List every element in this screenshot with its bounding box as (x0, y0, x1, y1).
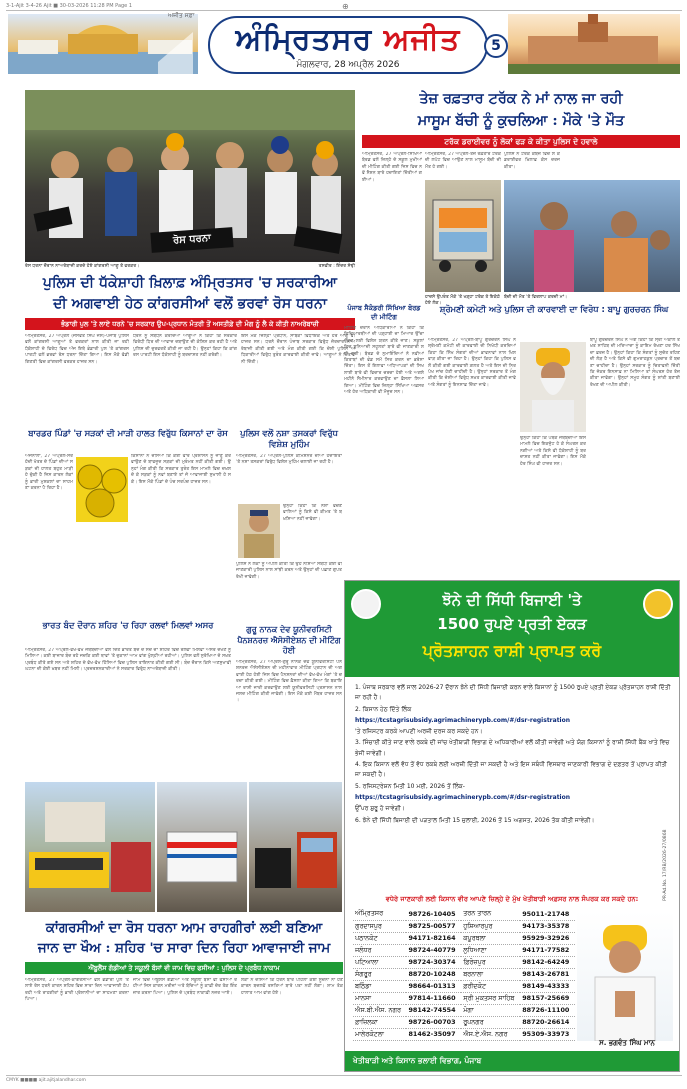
district-phone: 98149-43333 (520, 980, 575, 992)
district-phone: 97814-11660 (406, 992, 461, 1004)
edition-date: ਮੰਗਲਵਾਰ, 28 ਅਪ੍ਰੈਲ 2026 (296, 60, 400, 70)
district-name: ਮੋਗਾ (461, 1004, 520, 1016)
sikh-story-body-mid: ਉਨ੍ਹਾਂ ਕਿਹਾ ਕਿ ਪੰਥਕ ਜਥੇਬੰਦੀਆਂ ਇਸ ਮਾਮਲੇ ਵਿਚ ਇਕਜੁੱਟ ਹੋ ਕੇ ਸੰਘਰਸ਼ ਕਰਨਗੀਆਂ ਅਤੇ ਕਿਸੇ ਵੀ ਧੱਕੇਸ਼ਾਹੀ ਨੂੰ ਬਰਦਾਸ਼ਤ ਨਹੀਂ ਕੀਤਾ ਜਾਵੇਗਾ। ਇਸ ਮੌਕੇ ਹੋਰ ਸਿੰਘ ਵੀ ਹਾਜ਼ਰ ਸਨ। (520, 436, 586, 467)
ad-registration-link-2[interactable]: https://tcstagrisubsidy.agrimachinerypb.com/#/dsr-registration (355, 793, 571, 801)
ad-registration-link[interactable]: https://tcstagrisubsidy.agrimachinerypb.com/#/dsr-registration (355, 716, 571, 724)
lead-photo-credit: ਤਸਵੀਰ : ਇੰਦਰ ਸੋਢੀ (318, 264, 355, 269)
punjab-emblem-icon (351, 589, 381, 619)
ad-title-line1: ਝੋਨੇ ਦੀ ਸਿੱਧੀ ਬਿਜਾਈ 'ਤੇ (442, 591, 582, 609)
district-name: ਮਾਨਸਾ (353, 992, 406, 1004)
district-phone: 88720-26614 (520, 1016, 575, 1028)
district-phone: 95309-33973 (520, 1028, 575, 1040)
cable-rolls-photo (76, 457, 128, 522)
chief-minister-photo (577, 911, 673, 1041)
ad-district-contacts (353, 908, 575, 1041)
masthead-title (210, 22, 486, 57)
masthead-city: ਅੰਮ੍ਰਿਤਸਰ (235, 22, 373, 57)
district-contact-row (353, 908, 575, 920)
district-name: ਫ਼ਰੀਦਕੋਟ (461, 980, 520, 992)
registration-mark-icon: ⊕ (342, 2, 349, 11)
story-bandh-headline: ਭਾਰਤ ਬੰਦ ਦੌਰਾਨ ਸ਼ਹਿਰ 'ਚ ਰਿਹਾ ਰਲਵਾਂ ਮਿਲਵਾਂ ਅਸਰ (42, 620, 214, 630)
chief-minister-name: ਸ. ਭਗਵੰਤ ਸਿੰਘ ਮਾਨ (599, 1039, 655, 1047)
lead-headline-line2: ਦੀ ਅਗਵਾਈ ਹੇਠ ਕਾਂਗਰਸੀਆਂ ਵਲੋਂ ਭਰਵਾਂ ਰੋਸ ਧਰਨਾ (53, 296, 327, 312)
ad-point-6: 6. ਝੋਨੇ ਦੀ ਸਿੱਧੀ ਬਿਜਾਈ ਦੀ ਪੜਤਾਲ ਮਿਤੀ 15 ਜੁਲਾਈ, 2026 ਤੋਂ 15 ਅਗਸਤ, 2026 ਤੱਕ ਕੀਤੀ ਜਾਵੇਗੀ। (355, 816, 595, 824)
district-phone: 98726-10405 (406, 908, 461, 920)
district-contact-row (353, 1004, 575, 1016)
lead-headline-line1: ਪੁਲਿਸ ਦੀ ਧੱਕੇਸ਼ਾਹੀ ਖ਼ਿਲਾਫ਼ ਅੰਮ੍ਰਿਤਸਰ 'ਚ ਸਰਕਾਰੀਆ (42, 275, 338, 291)
story-bandh-body: ਅੰਮ੍ਰਿਤਸਰ, 27 ਅਪ੍ਰੈਲ-ਵੱਖ-ਵੱਖ ਜਥੇਬੰਦੀਆਂ ਵਲੋਂ ਦਿੱਤੇ ਭਾਰਤ ਬੰਦ ਦੇ ਸੱਦੇ ਦਾ ਸ਼ਹਿਰ ਵਿਚ ਰਲਵਾਂ ਮਿਲਵਾਂ ਅਸਰ ਦੇਖਣ ਨੂੰ ਮਿਲਿਆ। ਕਈ ਬਾਜ਼ਾਰ ਬੰਦ ਰਹੇ ਜਦਕਿ ਕਈ ਥਾਵਾਂ 'ਤੇ ਦੁਕਾਨਾਂ ਆਮ ਵਾਂਗ ਖੁੱਲ੍ਹੀਆਂ ਰਹੀਆਂ। ਪੁਲਿਸ ਵਲੋਂ ਸੁਰੱਖਿਆ ਦੇ ਸਖ਼ਤ ਪ੍ਰਬੰਧ ਕੀਤੇ ਗਏ ਸਨ ਅਤੇ ਸ਼ਹਿਰ ਦੇ ਵੱਖ-ਵੱਖ ਹਿੱਸਿਆਂ ਵਿਚ ਪੁਲਿਸ ਤਾਇਨਾਤ ਕੀਤੀ ਗਈ ਸੀ। ਬੰਦ ਦੌਰਾਨ ਕਿਸੇ ਅਣਸੁਖਾਵੀਂ ਘਟਨਾ ਦੀ ਕੋਈ ਖ਼ਬਰ ਨਹੀਂ ਮਿਲੀ। ਪ੍ਰਦਰਸ਼ਨਕਾਰੀਆਂ ਨੇ ਸਰਕਾਰ ਵਿਰੁੱਧ ਨਾਅਰੇਬਾਜ਼ੀ ਕੀਤੀ। (25, 648, 231, 673)
ad-contact-line: ਵਧੇਰੇ ਜਾਣਕਾਰੀ ਲਈ ਕਿਸਾਨ ਵੀਰ ਆਪਣੇ ਜ਼ਿਲ੍ਹੇ ਦੇ ਮੁੱਖ ਖੇਤੀਬਾੜੀ ਅਫ਼ਸਰ ਨਾਲ ਸੰਪਰਕ ਕਰ ਸਕਦੇ ਹਨ: (385, 895, 639, 903)
district-contact-row (353, 1028, 575, 1040)
bus-jam-photo (25, 782, 155, 912)
district-contact-row (353, 956, 575, 968)
district-phone: 94171-82164 (406, 932, 461, 944)
golden-temple-image (8, 14, 198, 74)
district-name: ਐਸ.ਏ.ਐਸ. ਨਗਰ (461, 1028, 520, 1040)
truck-photo (425, 180, 501, 292)
print-footer-info: CMYK ■■■■ ajit.ajitjalandhar.com (6, 1078, 86, 1083)
district-contact-row (353, 980, 575, 992)
district-phone: 88726-11100 (520, 1004, 575, 1016)
truck-story-redbar: ਟਰੱਕ ਡਰਾਈਵਰ ਨੂੰ ਲੋਕਾਂ ਫੜ ਕੇ ਕੀਤਾ ਪੁਲਿਸ ਦੇ ਹਵਾਲੇ (362, 135, 680, 148)
ad-point-4: 4. ਇਕ ਕਿਸਾਨ ਵਲੋਂ ਵੱਧ ਤੋਂ ਵੱਧ ਰਕਬੇ ਲਈ ਅਰਜ਼ੀ ਦਿੱਤੀ ਜਾ ਸਕਦੀ ਹੈ ਅਤੇ ਇਸ ਸਬੰਧੀ ਵਿਸਥਾਰ ਜਾਣਕਾਰੀ ਵਿਭਾਗ ਦੇ ਦਫ਼ਤਰ ਤੋਂ ਪ੍ਰਾਪਤ ਕੀਤੀ ਜਾ ਸਕਦੀ ਹੈ। (355, 761, 667, 779)
district-name: ਹੁਸ਼ਿਆਰਪੁਰ (461, 920, 520, 932)
story-border-body-right: ਕਿਸਾਨਾਂ ਨੇ ਦੱਸਿਆ ਕਿ ਕਈ ਵਾਰ ਪ੍ਰਸ਼ਾਸਨ ਨੂੰ ਜਾਣੂ ਕਰਵਾਉਣ ਦੇ ਬਾਵਜੂਦ ਸੜਕਾਂ ਦੀ ਮੁਰੰਮਤ ਨਹੀਂ ਕੀਤੀ ਗਈ। ਉਨ੍ਹਾਂ ਮੰਗ ਕੀਤੀ ਕਿ ਸਰਕਾਰ ਤੁਰੰਤ ਇਸ ਮਾਮਲੇ ਵਿਚ ਦਖ਼ਲ ਦੇ ਕੇ ਸੜਕਾਂ ਨੂੰ ਨਵਾਂ ਬਣਾਏ ਤਾਂ ਜੋ ਆਵਾਜਾਈ ਸੁਖਾਲੀ ਹੋ ਸਕੇ। ਇਸ ਮੌਕੇ ਪਿੰਡਾਂ ਦੇ ਪੰਚ ਸਰਪੰਚ ਹਾਜ਼ਰ ਸਨ। (131, 454, 231, 485)
section-tag: ਅਜੀਤ ਸਫ਼ਾ (168, 12, 195, 19)
print-strip (6, 2, 682, 11)
lead-subhead: ਭੰਡਾਰੀ ਪੁਲ 'ਤੇ ਲਾਏ ਧਰਨੇ 'ਚ ਸਰਕਾਰ ਉਪ-ਪ੍ਰਧਾਨ ਮੰਤਰੀ ਤੋਂ ਅਸਤੀਫ਼ੇ ਦੀ ਮੰਗ ਨੂੰ ਲੈ ਕੇ ਕੀਤੀ ਨਾਅਰੇਬਾਜ਼ੀ (25, 318, 355, 330)
district-phone: 98142-74554 (406, 1004, 461, 1016)
ad-point-3: 3. ਸਿੰਚਾਈ ਕੀਤੇ ਜਾਣ ਵਾਲੇ ਰਕਬੇ ਦੀ ਜਾਂਚ ਖੇਤੀਬਾੜੀ ਵਿਭਾਗ ਦੇ ਅਧਿਕਾਰੀਆਂ ਵਲੋਂ ਕੀਤੀ ਜਾਵੇਗੀ ਅਤੇ ਯੋਗ ਕਿਸਾਨਾਂ ਨੂੰ ਰਾਸ਼ੀ ਸਿੱਧੀ ਬੈਂਕ ਖਾਤੇ ਵਿਚ ਭੇਜੀ ਜਾਵੇਗੀ। (355, 739, 670, 757)
jam-story-headline-line1: ਕਾਂਗਰਸੀਆਂ ਦਾ ਰੋਸ ਧਰਨਾ ਆਮ ਰਾਹਗੀਰਾਂ ਲਈ ਬਣਿਆ (45, 920, 323, 936)
ad-points-list (355, 683, 671, 827)
story-gnd-body: ਅੰਮ੍ਰਿਤਸਰ, 27 ਅਪ੍ਰੈਲ-ਗੁਰੂ ਨਾਨਕ ਦੇਵ ਯੂਨੀਵਰਸਿਟੀ ਪੈਨਸ਼ਨਰਜ਼ ਐਸੋਸੀਏਸ਼ਨ ਦੀ ਮਹੀਨਾਵਾਰ ਮੀਟਿੰਗ ਪ੍ਰਧਾਨ ਦੀ ਅਗਵਾਈ ਹੇਠ ਹੋਈ ਜਿਸ ਵਿਚ ਪੈਨਸ਼ਨਰਾਂ ਦੀਆਂ ਵੱਖ-ਵੱਖ ਮੰਗਾਂ 'ਤੇ ਚਰਚਾ ਕੀਤੀ ਗਈ। ਮੀਟਿੰਗ ਵਿਚ ਫ਼ੈਸਲਾ ਕੀਤਾ ਗਿਆ ਕਿ ਬਕਾਇਆ ਰਾਸ਼ੀ ਜਾਰੀ ਕਰਵਾਉਣ ਲਈ ਯੂਨੀਵਰਸਿਟੀ ਪ੍ਰਸ਼ਾਸਨ ਨਾਲ ਜਲਦ ਮੀਟਿੰਗ ਕੀਤੀ ਜਾਵੇਗੀ। ਇਸ ਮੌਕੇ ਕਈ ਮੈਂਬਰ ਹਾਜ਼ਰ ਸਨ। (236, 660, 342, 704)
district-contact-row (353, 944, 575, 956)
district-phone: 98157-25669 (520, 992, 575, 1004)
story-police-headline: ਪੁਲਿਸ ਵਲੋਂ ਨਸ਼ਾ ਤਸਕਰਾਂ ਵਿਰੁੱਧ ਵਿਸ਼ੇਸ਼ ਮੁਹਿੰਮ (240, 428, 338, 449)
district-phone: 98724-40779 (406, 944, 461, 956)
district-name: ਸੰਗਰੂਰ (353, 968, 406, 980)
ad-point-2-cont: 'ਤੇ ਰਜਿਸਟਰ ਕਰਕੇ ਆਪਣੀ ਅਰਜ਼ੀ ਦਰਜ ਕਰ ਸਕਦੇ ਹਨ। (355, 728, 483, 736)
police-officer-photo (238, 504, 280, 558)
truck-story-headline-line2: ਮਾਸੂਮ ਬੱਚੀ ਨੂੰ ਕੁਚਲਿਆ : ਮੌਕੇ 'ਤੇ ਮੌਤ (417, 112, 625, 129)
page-number: 5 (484, 34, 508, 58)
story-gnd-headline: ਗੁਰੂ ਨਾਨਕ ਦੇਵ ਯੂਨੀਵਰਸਿਟੀ ਪੈਨਸ਼ਨਰਜ਼ ਐਸੋਸੀਏਸ਼ਨ ਦੀ ਮੀਟਿੰਗ ਹੋਈ (237, 625, 341, 656)
ad-title-line3: ਪ੍ਰੋਤਸ਼ਾਹਨ ਰਾਸ਼ੀ ਪ੍ਰਾਪਤ ਕਰੋ (422, 641, 602, 660)
jam-story-body-col2: ਜਾਮ ਵਿਚ ਐਂਬੂਲੈਂਸ ਗੱਡੀਆਂ ਅਤੇ ਸਕੂਲੀ ਬੱਸਾਂ ਵੀ ਫਸੀਆਂ ਰਹੀਆਂ ਜਿਸ ਕਾਰਨ ਮਰੀਜ਼ਾਂ ਅਤੇ ਬੱਚਿਆਂ ਨੂੰ ਕਾਫ਼ੀ ਦੇਰ ਤੱਕ ਇੰਤਜ਼ਾਰ ਕਰਨਾ ਪਿਆ। ਪੁਲਿਸ ਦੇ ਪ੍ਰਬੰਧ ਨਾਕਾਫ਼ੀ ਨਜ਼ਰ ਆਏ। (133, 978, 237, 996)
grieving-mother-photo (504, 180, 680, 292)
district-phone: 98142-64249 (520, 956, 575, 968)
district-name: ਬਠਿੰਡਾ (353, 980, 406, 992)
district-phone: 88720-10248 (406, 968, 461, 980)
masthead-logo (208, 16, 488, 74)
jam-story-headline-line2: ਜਾਨ ਦਾ ਖੌਅ : ਸ਼ਹਿਰ 'ਚ ਸਾਰਾ ਦਿਨ ਰਿਹਾ ਆਵਾਜਾਈ ਜਾਮ (37, 940, 331, 956)
district-phone: 95011-21748 (520, 908, 575, 920)
protest-placard: ਰੋਸ ਧਰਨਾ (150, 227, 233, 253)
district-phone: 98725-00577 (406, 920, 461, 932)
district-phone: 98726-00703 (406, 1016, 461, 1028)
district-phone: 98143-26781 (520, 968, 575, 980)
print-info: 3-1-Ajit 3-4-26 Ajit ■ 30-03-2026 11:28 PM Page 1 (6, 3, 133, 9)
protest-photo (25, 90, 355, 262)
ad-title-line2: 1500 ਰੁਪਏ ਪ੍ਰਤੀ ਏਕੜ (437, 615, 587, 633)
traffic-jam-photo (249, 782, 342, 912)
story-police-body-bottom: ਪੁਲਿਸ ਨੇ ਲੋਕਾਂ ਨੂੰ ਅਪੀਲ ਕੀਤੀ ਕਿ ਉਹ ਨਸ਼ਿਆਂ ਸਬੰਧੀ ਕੋਈ ਵੀ ਜਾਣਕਾਰੀ ਪੁਲਿਸ ਨਾਲ ਸਾਂਝੀ ਕਰਨ ਅਤੇ ਉਨ੍ਹਾਂ ਦੀ ਪਛਾਣ ਗੁਪਤ ਰੱਖੀ ਜਾਵੇਗੀ। (236, 562, 342, 580)
district-name: ਪਠਾਨਕੋਟ (353, 932, 406, 944)
district-name: ਰੂਪਨਗਰ (461, 1016, 520, 1028)
story-border-body-left: ਅਜਨਾਲਾ, 27 ਅਪ੍ਰੈਲ-ਸਰਹੱਦੀ ਖੇਤਰ ਦੇ ਪਿੰਡਾਂ ਦੀਆਂ ਸੜਕਾਂ ਦੀ ਹਾਲਤ ਬਹੁਤ ਮਾੜੀ ਹੋ ਚੁੱਕੀ ਹੈ ਜਿਸ ਕਾਰਨ ਲੋਕਾਂ ਨੂੰ ਭਾਰੀ ਮੁਸ਼ਕਲਾਂ ਦਾ ਸਾਹਮਣਾ ਕਰਨਾ ਪੈ ਰਿਹਾ ਹੈ। (25, 454, 73, 492)
district-name: ਪਟਿਆਲਾ (353, 956, 406, 968)
jam-story-body-col3: ਲੋਕਾਂ ਨੇ ਦੱਸਿਆ ਕਿ ਧਰਨੇ ਬਾਰੇ ਪਹਿਲਾਂ ਕੋਈ ਸੂਚਨਾ ਨਾ ਹੋਣ ਕਾਰਨ ਬਦਲਵੇਂ ਰਸਤਿਆਂ ਬਾਰੇ ਪਤਾ ਨਹੀਂ ਲੱਗਾ। ਸ਼ਾਮ ਤੱਕ ਹਾਲਾਤ ਆਮ ਵਾਂਗ ਹੋਏ। (241, 978, 343, 996)
agriculture-dept-logo-icon (643, 589, 673, 619)
truck-story-body-top: ਅੰਮ੍ਰਿਤਸਰ, 27 ਅਪ੍ਰੈਲ-ਤੇਜ਼ ਰਫ਼ਤਾਰ ਟਰੱਕ ਦੀ ਲਪੇਟ ਵਿਚ ਆਉਣ ਨਾਲ ਮਾਸੂਮ ਬੱਚੀ ਦੀ ਮੌਤ ਹੋ ਗਈ। (425, 152, 501, 170)
ad-point-2: 2. ਕਿਸਾਨ ਹੇਠ ਦਿੱਤੇ ਲਿੰਕ (355, 705, 412, 713)
side-story-headline: ਪੰਜਾਬ ਸੈਕੰਡਰੀ ਸਿੱਖਿਆ ਬੋਰਡ ਦੀ ਮੀਟਿੰਗ (347, 304, 421, 321)
jam-story-body-col1: ਅੰਮ੍ਰਿਤਸਰ, 27 ਅਪ੍ਰੈਲ-ਕਾਂਗਰਸੀਆਂ ਵਲੋਂ ਭੰਡਾਰੀ ਪੁਲ 'ਤੇ ਲਾਏ ਰੋਸ ਧਰਨੇ ਕਾਰਨ ਸ਼ਹਿਰ ਵਿਚ ਸਾਰਾ ਦਿਨ ਆਵਾਜਾਈ ਠੱਪ ਰਹੀ ਅਤੇ ਰਾਹਗੀਰਾਂ ਨੂੰ ਭਾਰੀ ਪ੍ਰੇਸ਼ਾਨੀਆਂ ਦਾ ਸਾਹਮਣਾ ਕਰਨਾ ਪਿਆ। (25, 978, 129, 1003)
side-story-body-long: ਮੀਟਿੰਗ ਦੌਰਾਨ ਅਧਿਕਾਰੀਆਂ ਨੇ ਕਿਹਾ ਕਿ ਵਿਦਿਆਰਥੀਆਂ ਦੀ ਪੜ੍ਹਾਈ ਦਾ ਮਿਆਰ ਉੱਚਾ ਚੁੱਕਣ ਲਈ ਵਿਸ਼ੇਸ਼ ਯਤਨ ਕੀਤੇ ਜਾਣ। ਸਕੂਲਾਂ ਵਿਚ ਬੁਨਿਆਦੀ ਸਹੂਲਤਾਂ ਬਾਰੇ ਵੀ ਜਾਣਕਾਰੀ ਲਈ ਗਈ। ਬੋਰਡ ਦੇ ਨੁਮਾਇੰਦਿਆਂ ਨੇ ਨਵੀਆਂ ਕਿਤਾਬਾਂ ਦੀ ਵੰਡ ਸਮੇਂ ਸਿਰ ਕਰਨ ਦਾ ਭਰੋਸਾ ਦਿੱਤਾ। ਇਸ ਤੋਂ ਇਲਾਵਾ ਅਧਿਆਪਕਾਂ ਦੀ ਸਿਖਲਾਈ ਬਾਰੇ ਵੀ ਵਿਚਾਰ ਚਰਚਾ ਹੋਈ ਅਤੇ ਅਗਲੇ ਮਹੀਨੇ ਸੈਮੀਨਾਰ ਕਰਵਾਉਣ ਦਾ ਫ਼ੈਸਲਾ ਲਿਆ ਗਿਆ। ਮੀਟਿੰਗ ਵਿਚ ਜ਼ਿਲ੍ਹਾ ਸਿੱਖਿਆ ਅਫ਼ਸਰ ਅਤੇ ਹੋਰ ਅਧਿਕਾਰੀ ਵੀ ਮੌਜੂਦ ਸਨ। (344, 326, 424, 396)
district-phone: 98724-30374 (406, 956, 461, 968)
truck-story-body-mid: ਪੁਲਿਸ ਨੇ ਟਰੱਕ ਕਬਜ਼ੇ ਵਿਚ ਲੈ ਕੇ ਡਰਾਈਵਰ ਖ਼ਿਲਾਫ਼ ਕੇਸ ਦਰਜ ਕੀਤਾ। (504, 152, 560, 170)
district-contact-row (353, 920, 575, 932)
sikh-story-body-left: ਅੰਮ੍ਰਿਤਸਰ, 27 ਅਪ੍ਰੈਲ-ਬਾਪੂ ਗੁਰਚਰਨ ਸਿੰਘ ਨੇ ਸ਼੍ਰੋਮਣੀ ਕਮੇਟੀ ਦੀ ਕਾਰਵਾਈ ਦੀ ਨਿਖੇਧੀ ਕਰਦਿਆਂ ਕਿਹਾ ਕਿ ਸਿੱਖ ਸੰਗਤਾਂ ਦੀਆਂ ਭਾਵਨਾਵਾਂ ਨਾਲ ਖਿਲਵਾੜ ਕੀਤਾ ਜਾ ਰਿਹਾ ਹੈ। ਉਨ੍ਹਾਂ ਕਿਹਾ ਕਿ ਪੁਲਿਸ ਵਲੋਂ ਕੀਤੀ ਗਈ ਕਾਰਵਾਈ ਗ਼ਲਤ ਹੈ ਅਤੇ ਇਸ ਦੀ ਨਿਰਪੱਖ ਜਾਂਚ ਹੋਣੀ ਚਾਹੀਦੀ ਹੈ। ਉਨ੍ਹਾਂ ਸਰਕਾਰ ਤੋਂ ਮੰਗ ਕੀਤੀ ਕਿ ਦੋਸ਼ੀਆਂ ਵਿਰੁੱਧ ਸਖ਼ਤ ਕਾਰਵਾਈ ਕੀਤੀ ਜਾਵੇ ਅਤੇ ਸੰਗਤਾਂ ਨੂੰ ਇਨਸਾਫ਼ ਦਿੱਤਾ ਜਾਵੇ। (428, 338, 516, 388)
district-name: ਅੰਮ੍ਰਿਤਸਰ (353, 908, 406, 920)
district-name: ਐਸ.ਬੀ.ਐਸ. ਨਗਰ (353, 1004, 406, 1016)
ad-header (345, 581, 679, 677)
bapu-gurcharan-photo (520, 342, 586, 432)
district-name: ਤਰਨ ਤਾਰਨ (461, 908, 520, 920)
district-name: ਸ੍ਰੀ ਮੁਕਤਸਰ ਸਾਹਿਬ (461, 992, 520, 1004)
district-name: ਮਾਲੇਰਕੋਟਲਾ (353, 1028, 406, 1040)
sikh-story-body-right: ਬਾਪੂ ਗੁਰਚਰਨ ਸਿੰਘ ਨੇ ਅੱਗੇ ਕਿਹਾ ਕਿ ਸ੍ਰੀ ਅਕਾਲ ਤਖ਼ਤ ਸਾਹਿਬ ਦੀ ਮਰਿਆਦਾ ਨੂੰ ਕਾਇਮ ਰੱਖਣਾ ਹਰ ਸਿੱਖ ਦਾ ਫ਼ਰਜ਼ ਹੈ। ਉਨ੍ਹਾਂ ਕਿਹਾ ਕਿ ਸੰਗਤਾਂ ਨੂੰ ਸੁਚੇਤ ਰਹਿਣ ਦੀ ਲੋੜ ਹੈ ਅਤੇ ਕਿਸੇ ਵੀ ਗੁਮਰਾਹਕੁਨ ਪ੍ਰਚਾਰ ਤੋਂ ਬਚਣਾ ਚਾਹੀਦਾ ਹੈ। ਉਨ੍ਹਾਂ ਸਰਕਾਰ ਨੂੰ ਚਿਤਾਵਨੀ ਦਿੱਤੀ ਕਿ ਜੇਕਰ ਇਨਸਾਫ਼ ਨਾ ਮਿਲਿਆ ਤਾਂ ਸੰਘਰਸ਼ ਹੋਰ ਤੇਜ਼ ਕੀਤਾ ਜਾਵੇਗਾ। ਉਨ੍ਹਾਂ ਸਮੂਹ ਸੰਗਤ ਨੂੰ ਸ਼ਾਂਤੀ ਬਣਾਈ ਰੱਖਣ ਦੀ ਅਪੀਲ ਕੀਤੀ। (590, 338, 680, 388)
district-name: ਬਰਨਾਲਾ (461, 968, 520, 980)
district-name: ਫ਼ਿਰੋਜ਼ਪੁਰ (461, 956, 520, 968)
district-contact-row (353, 968, 575, 980)
district-name: ਫ਼ਾਜ਼ਿਲਕਾ (353, 1016, 406, 1028)
print-footer-strip (6, 1075, 682, 1085)
mother-photo-caption: ਬੱਚੀ ਦੀ ਮੌਤ 'ਤੇ ਵਿਰਲਾਪ ਕਰਦੀ ਮਾਂ। (504, 295, 568, 300)
jam-story-subbar: ਐਂਬੂਲੈਂਸ ਗੱਡੀਆਂ ਤੇ ਸਕੂਲੀ ਬੱਸਾਂ ਵੀ ਜਾਮ ਵਿਚ ਫਸੀਆਂ : ਪੁਲਿਸ ਦੇ ਪ੍ਰਬੰਧ ਨਾਕਾਮ (25, 962, 343, 974)
lead-body-col2: ਧਰਨੇ ਨੂੰ ਸੰਬੋਧਨ ਕਰਦਿਆਂ ਆਗੂਆਂ ਨੇ ਕਿਹਾ ਕਿ ਸਰਕਾਰ ਵਿਰੋਧੀ ਧਿਰ ਦੀ ਆਵਾਜ਼ ਦਬਾਉਣ ਦੀ ਕੋਸ਼ਿਸ਼ ਕਰ ਰਹੀ ਹੈ ਅਤੇ ਪੁਲਿਸ ਦੀ ਦੁਰਵਰਤੋਂ ਕੀਤੀ ਜਾ ਰਹੀ ਹੈ। ਉਨ੍ਹਾਂ ਕਿਹਾ ਕਿ ਕਾਂਗਰਸ ਪਾਰਟੀ ਇਸ ਧੱਕੇਸ਼ਾਹੀ ਨੂੰ ਬਰਦਾਸ਼ਤ ਨਹੀਂ ਕਰੇਗੀ। (133, 334, 237, 359)
lead-body-col1: ਅੰਮ੍ਰਿਤਸਰ, 27 ਅਪ੍ਰੈਲ (ਜਸਵੰਤ ਸਿੰਘ ਜੱਸ)-ਪੰਜਾਬ ਪੁਲਿਸ ਵਲੋਂ ਕਾਂਗਰਸੀ ਆਗੂਆਂ ਤੇ ਵਰਕਰਾਂ ਨਾਲ ਕੀਤੀ ਜਾ ਰਹੀ ਧੱਕੇਸ਼ਾਹੀ ਦੇ ਵਿਰੋਧ ਵਿਚ ਅੱਜ ਇਥੇ ਭੰਡਾਰੀ ਪੁਲ 'ਤੇ ਕਾਂਗਰਸ ਪਾਰਟੀ ਵਲੋਂ ਭਰਵਾਂ ਰੋਸ ਧਰਨਾ ਦਿੱਤਾ ਗਿਆ। ਇਸ ਮੌਕੇ ਵੱਡੀ ਗਿਣਤੀ ਵਿਚ ਕਾਂਗਰਸੀ ਵਰਕਰ ਹਾਜ਼ਰ ਸਨ। (25, 334, 129, 365)
district-contact-row (353, 932, 575, 944)
district-contact-row (353, 992, 575, 1004)
lead-body-col3: ਇਸ ਮੌਕੇ ਜ਼ਿਲ੍ਹਾ ਪ੍ਰਧਾਨ, ਸਾਬਕਾ ਵਿਧਾਇਕ ਅਤੇ ਹੋਰ ਆਗੂ ਵੀ ਹਾਜ਼ਰ ਸਨ। ਧਰਨੇ ਦੌਰਾਨ ਪੰਜਾਬ ਸਰਕਾਰ ਵਿਰੁੱਧ ਜ਼ੋਰਦਾਰ ਨਾਅਰੇਬਾਜ਼ੀ ਕੀਤੀ ਗਈ ਅਤੇ ਮੰਗ ਕੀਤੀ ਗਈ ਕਿ ਦੋਸ਼ੀ ਪੁਲਿਸ ਅਧਿਕਾਰੀਆਂ ਵਿਰੁੱਧ ਤੁਰੰਤ ਕਾਰਵਾਈ ਕੀਤੀ ਜਾਵੇ। ਆਗੂਆਂ ਨੇ ਚਿਤਾਵਨੀ ਦਿੱਤੀ। (241, 334, 355, 365)
heritage-building-image (508, 14, 680, 74)
district-phone: 95929-32926 (520, 932, 575, 944)
ad-footer (345, 1051, 679, 1071)
district-name: ਲੁਧਿਆਣਾ (461, 944, 520, 956)
sikh-story-headline: ਸ਼੍ਰੋਮਣੀ ਕਮੇਟੀ ਅਤੇ ਪੁਲਿਸ ਦੀ ਕਾਰਵਾਈ ਦਾ ਵਿਰੋਧ : ਬਾਪੂ ਗੁਰਚਰਨ ਸਿੰਘ (439, 304, 669, 314)
masthead-paper-name: ਅਜੀਤ (383, 22, 461, 57)
lead-photo-caption: ਰੋਸ ਧਰਨਾ ਦੌਰਾਨ ਨਾਅਰੇਬਾਜ਼ੀ ਕਰਦੇ ਹੋਏ ਕਾਂਗਰਸੀ ਆਗੂ ਤੇ ਵਰਕਰ। (25, 264, 140, 269)
truck-story-headline-line1: ਤੇਜ਼ ਰਫ਼ਤਾਰ ਟਰੱਕ ਨੇ ਮਾਂ ਨਾਲ ਜਾ ਰਹੀ (419, 90, 623, 107)
story-border-headline: ਬਾਰਡਰ ਪਿੰਡਾਂ 'ਚ ਸੜਕਾਂ ਦੀ ਮਾੜੀ ਹਾਲਤ ਵਿਰੁੱਧ ਕਿਸਾਨਾਂ ਦਾ ਰੋਸ (28, 428, 228, 438)
district-phone: 94171-77582 (520, 944, 575, 956)
ad-release-code: PR-Ad.No. 17/RB/2026-27/0868 (663, 829, 668, 901)
district-name: ਕਪੂਰਥਲਾ (461, 932, 520, 944)
ad-point-5: 5. ਰਜਿਸਟਰੇਸ਼ਨ ਮਿਤੀ 10 ਮਈ, 2026 ਤੋਂ ਲਿੰਕ- (355, 782, 465, 790)
ad-footer-department: ਖੇਤੀਬਾੜੀ ਅਤੇ ਕਿਸਾਨ ਭਲਾਈ ਵਿਭਾਗ, ਪੰਜਾਬ (353, 1056, 482, 1065)
district-contact-row (353, 1016, 575, 1028)
paddy-subsidy-advertisement (344, 580, 680, 1072)
masthead (8, 12, 680, 78)
district-name: ਜਲੰਧਰ (353, 944, 406, 956)
ad-point-5-cont: ਉੱਪਰ ਸ਼ੁਰੂ ਹੋ ਜਾਵੇਗੀ। (355, 805, 405, 813)
district-phone: 98664-01313 (406, 980, 461, 992)
district-phone: 94173-35378 (520, 920, 575, 932)
district-phone: 81462-35097 (406, 1028, 461, 1040)
ad-point-1: 1. ਪੰਜਾਬ ਸਰਕਾਰ ਵਲੋਂ ਸਾਲ 2026-27 ਦੌਰਾਨ ਝੋਨੇ ਦੀ ਸਿੱਧੀ ਬਿਜਾਈ ਕਰਨ ਵਾਲੇ ਕਿਸਾਨਾਂ ਨੂੰ 1500 ਰੁਪਏ ਪ੍ਰਤੀ ਏਕੜ ਪ੍ਰੋਤਸ਼ਾਹਨ ਰਾਸ਼ੀ ਦਿੱਤੀ ਜਾ ਰਹੀ ਹੈ। (355, 684, 671, 702)
truck-photo-caption: ਹਾਦਸੇ ਉਪਰੰਤ ਮੌਕੇ 'ਤੇ ਖੜ੍ਹਾ ਟਰੱਕ ਤੇ ਇਕੱਠੇ ਹੋਏ ਲੋਕ। (425, 295, 500, 306)
ambulance-jam-photo (157, 782, 247, 912)
story-police-body-top: ਅੰਮ੍ਰਿਤਸਰ, 27 ਅਪ੍ਰੈਲ-ਪੁਲਿਸ ਕਮਿਸ਼ਨਰ ਦੀਆਂ ਹਦਾਇਤਾਂ 'ਤੇ ਨਸ਼ਾ ਤਸਕਰਾਂ ਵਿਰੁੱਧ ਵਿਸ਼ੇਸ਼ ਮੁਹਿੰਮ ਚਲਾਈ ਜਾ ਰਹੀ ਹੈ। (236, 454, 342, 466)
story-police-body-side: ਉਨ੍ਹਾਂ ਕਿਹਾ ਕਿ ਨਸ਼ਾ ਵੇਚਣ ਵਾਲਿਆਂ ਨੂੰ ਕਿਸੇ ਵੀ ਕੀਮਤ 'ਤੇ ਬਖ਼ਸ਼ਿਆ ਨਹੀਂ ਜਾਵੇਗਾ। (283, 504, 342, 522)
district-name: ਗੁਰਦਾਸਪੁਰ (353, 920, 406, 932)
side-story-body: ਅੰਮ੍ਰਿਤਸਰ, 27 ਅਪ੍ਰੈਲ-ਸਿੱਖਿਆ ਬੋਰਡ ਵਲੋਂ ਜ਼ਿਲ੍ਹੇ ਦੇ ਸਕੂਲ ਮੁਖੀਆਂ ਦੀ ਮੀਟਿੰਗ ਕੀਤੀ ਗਈ ਜਿਸ ਵਿਚ ਨਵੇਂ ਸੈਸ਼ਨ ਬਾਰੇ ਹਦਾਇਤਾਂ ਦਿੱਤੀਆਂ ਗਈਆਂ। (362, 152, 422, 183)
